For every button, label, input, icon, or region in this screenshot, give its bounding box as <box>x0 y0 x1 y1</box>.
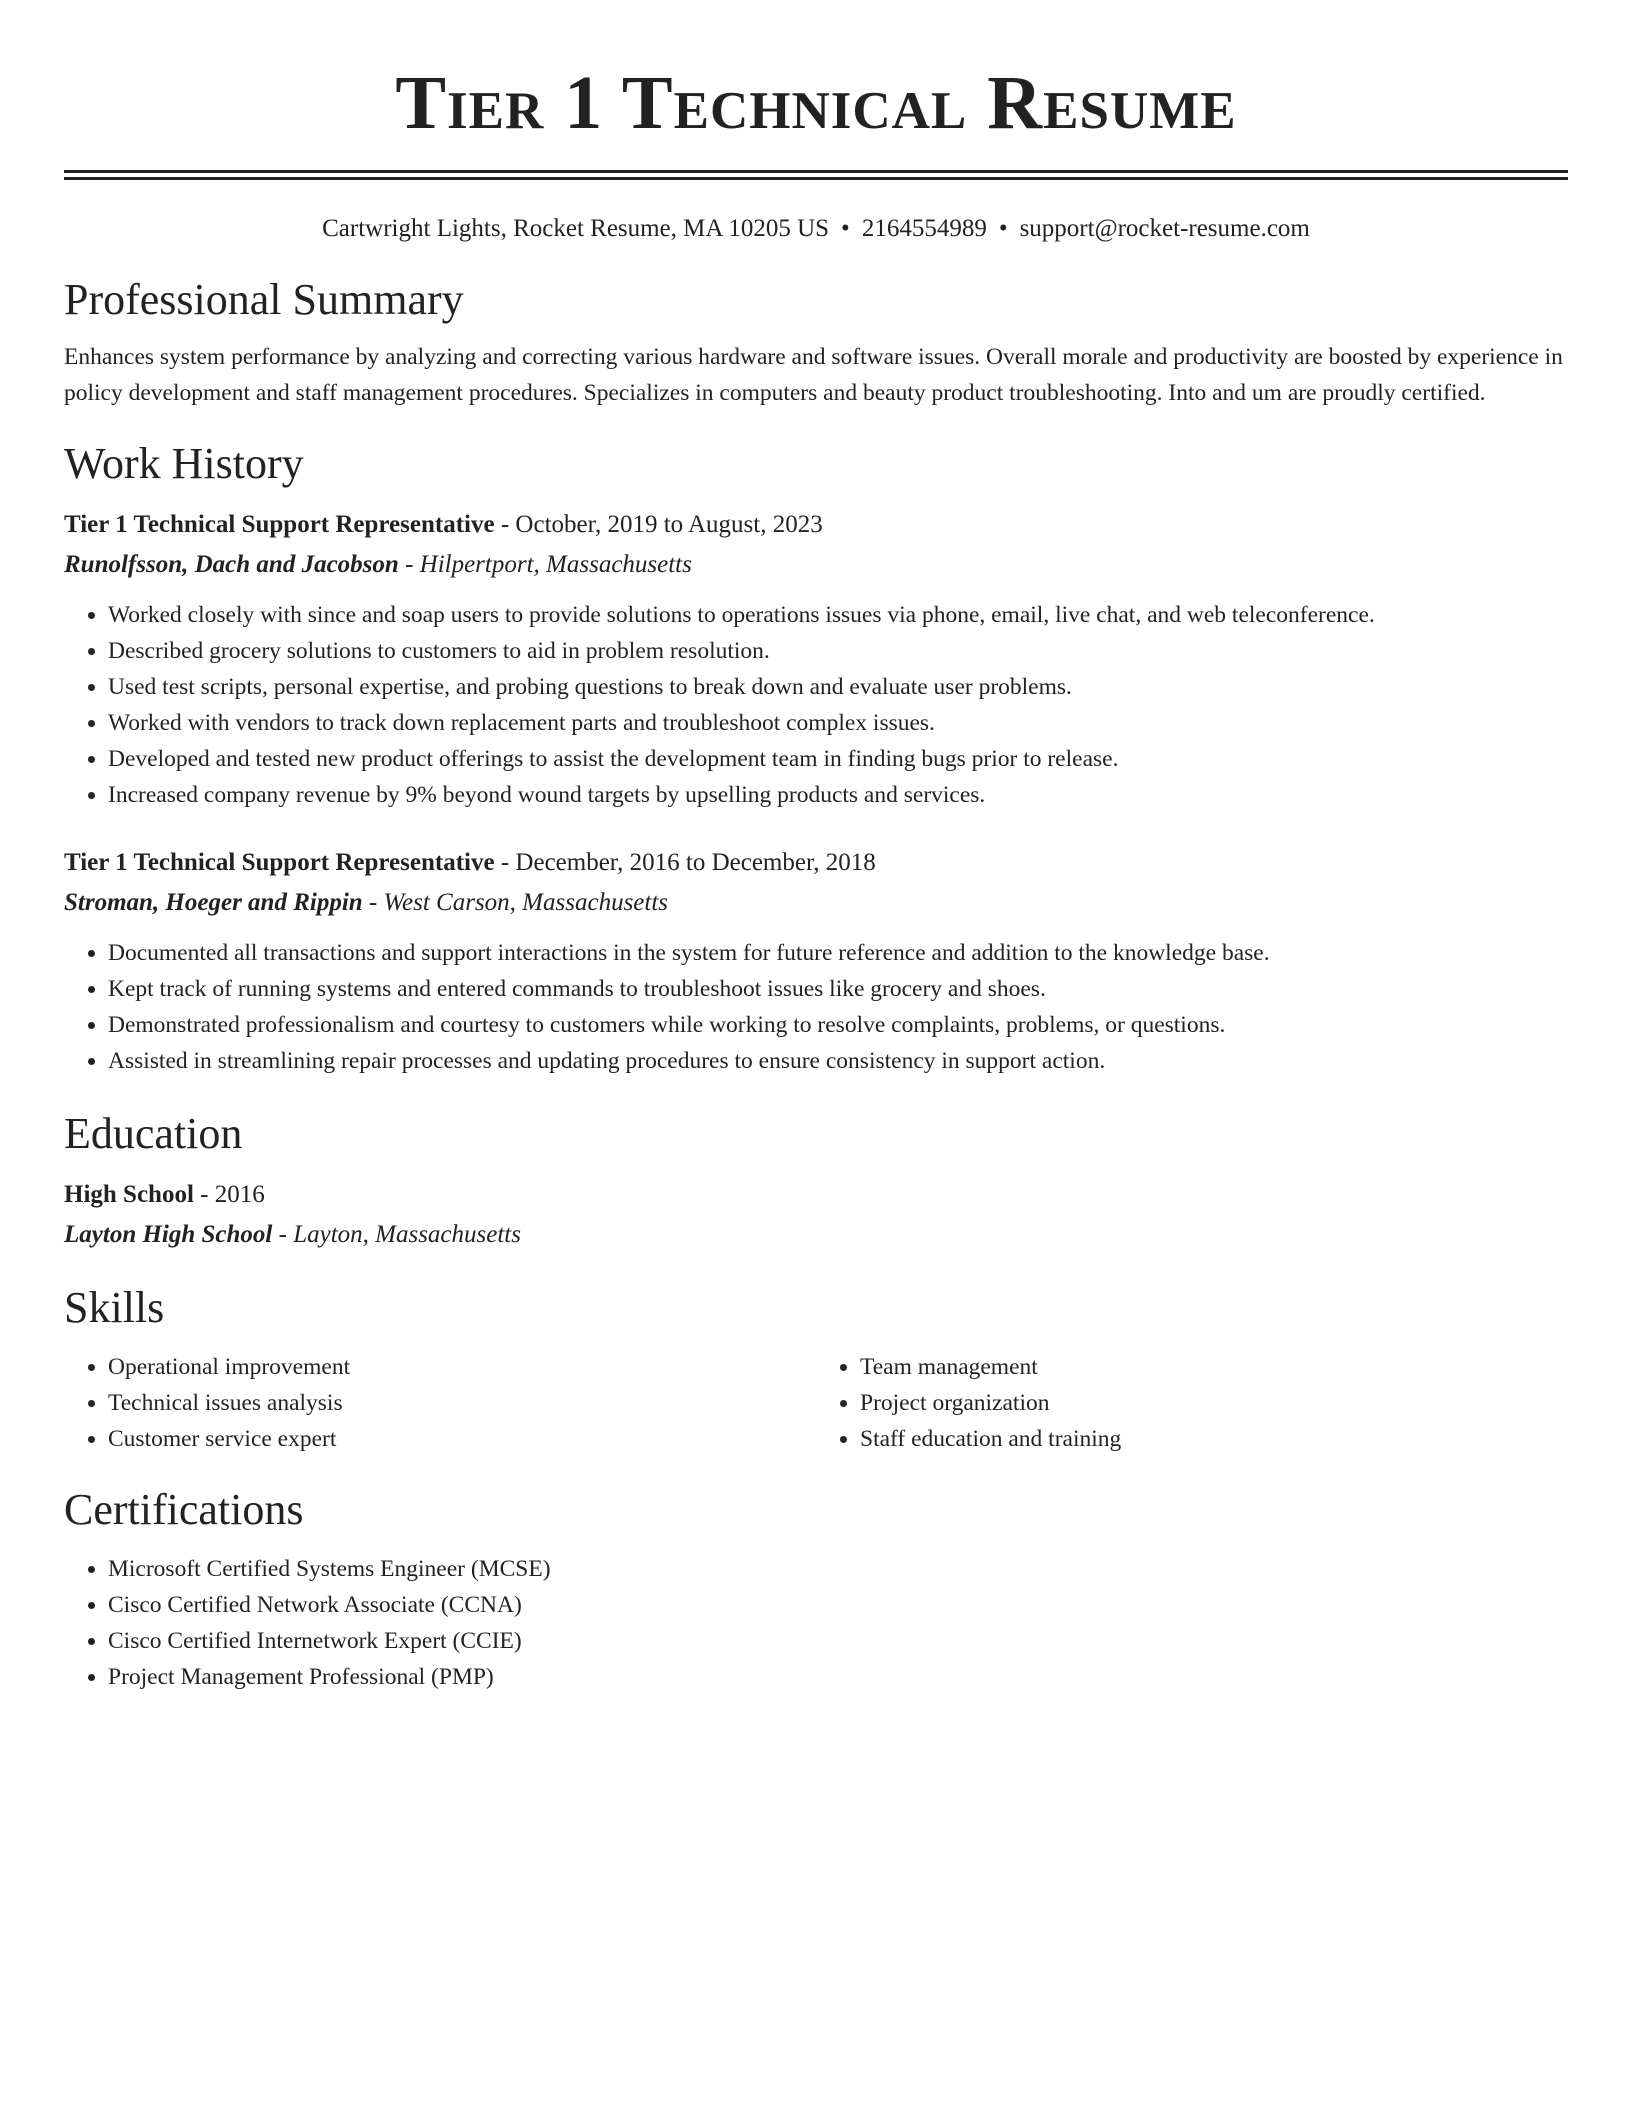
school-location: Layton, Massachusetts <box>293 1221 521 1248</box>
degree-line <box>64 1175 1568 1215</box>
education-section <box>64 1107 1568 1255</box>
list-item: • Described grocery solutions to customers to aid in problem resolution. <box>108 633 1568 669</box>
degree: High School <box>64 1181 194 1208</box>
employer-line <box>64 545 1568 585</box>
summary-section <box>64 273 1568 411</box>
list-item: • Kept track of running systems and entered commands to troubleshoot issues like grocery and shoes. <box>108 971 1568 1007</box>
certifications-heading: Certifications <box>64 1485 304 1534</box>
employer-name: Stroman, Hoeger and Rippin <box>64 889 363 916</box>
dash: - <box>272 1221 294 1248</box>
list-item: • Staff education and training <box>860 1421 1568 1457</box>
contact-address: Cartwright Lights, Rocket Resume, MA 10205 US <box>322 215 830 242</box>
job-dates: October, 2019 to August, 2023 <box>515 511 823 538</box>
graduation-year: 2016 <box>214 1181 265 1208</box>
summary-heading: Professional Summary <box>64 275 464 324</box>
list-item: • Worked with vendors to track down replacement parts and troubleshoot complex issues. <box>108 705 1568 741</box>
list-item: • Cisco Certified Internetwork Expert (CCIE) <box>108 1623 1568 1659</box>
employer-location: West Carson, Massachusetts <box>383 889 669 916</box>
list-item: • Cisco Certified Network Associate (CCNA) <box>108 1587 1568 1623</box>
list-item: • Developed and tested new product offerings to assist the development team in finding bugs prior to release. <box>108 741 1568 777</box>
dash: - <box>193 1181 215 1208</box>
skills-grid <box>64 1349 1568 1457</box>
list-item: • Team management <box>860 1349 1568 1385</box>
skills-section <box>64 1281 1568 1457</box>
list-item: • Increased company revenue by 9% beyond wound targets by upselling products and services. <box>108 777 1568 813</box>
summary-text: Enhances system performance by analyzing and correcting various hardware and software issues. Overall morale and productivity are boosted by experience in policy development and staff management procedures. Specializes in computers and beauty product troubleshooting. Into and um are proudly certified. <box>64 344 1563 406</box>
school-line <box>64 1215 1568 1255</box>
contact-phone: 2164554989 <box>861 215 987 242</box>
employer-location: Hilpertport, Massachusetts <box>419 551 692 578</box>
contact-separator: • <box>841 215 850 242</box>
job-title: Tier 1 Technical Support Representative <box>64 849 495 876</box>
list-item: • Microsoft Certified Systems Engineer (MCSE) <box>108 1551 1568 1587</box>
job-title-line <box>64 505 1568 545</box>
list-item: • Customer service expert <box>108 1421 816 1457</box>
skills-heading: Skills <box>64 1283 165 1332</box>
list-item: • Project Management Professional (PMP) <box>108 1659 1568 1695</box>
list-item: • Technical issues analysis <box>108 1385 816 1421</box>
dash: - <box>494 849 516 876</box>
job-title: Tier 1 Technical Support Representative <box>64 511 495 538</box>
dash: - <box>362 889 384 916</box>
job-entry <box>64 505 1568 813</box>
school-name: Layton High School <box>64 1221 273 1248</box>
dash: - <box>398 551 420 578</box>
list-item: • Used test scripts, personal expertise, and probing questions to break down and evaluate user problems. <box>108 669 1568 705</box>
certifications-section <box>64 1483 1568 1695</box>
employer-name: Runolfsson, Dach and Jacobson <box>64 551 399 578</box>
education-entry <box>64 1175 1568 1255</box>
skills-list-right <box>816 1349 1568 1457</box>
job-entry <box>64 843 1568 1079</box>
list-item: • Demonstrated professionalism and courtesy to customers while working to resolve complaints, problems, or questions. <box>108 1007 1568 1043</box>
list-item: • Project organization <box>860 1385 1568 1421</box>
title-double-rule <box>64 170 1568 173</box>
job-dates: December, 2016 to December, 2018 <box>515 849 876 876</box>
contact-email: support@rocket-resume.com <box>1019 215 1310 242</box>
resume-title: Tier 1 Technical Resume <box>395 61 1237 145</box>
list-item: • Worked closely with since and soap users to provide solutions to operations issues via phone, email, live chat, and web teleconference. <box>108 597 1568 633</box>
job-bullet-list <box>64 597 1568 813</box>
certifications-list <box>64 1551 1568 1695</box>
list-item: • Documented all transactions and support interactions in the system for future reference and addition to the knowledge base. <box>108 935 1568 971</box>
job-title-line <box>64 843 1568 883</box>
list-item: • Assisted in streamlining repair processes and updating procedures to ensure consistency in support action. <box>108 1043 1568 1079</box>
job-bullet-list <box>64 935 1568 1079</box>
skills-list-left <box>64 1349 816 1457</box>
work-history-heading: Work History <box>64 439 304 488</box>
contact-line <box>64 211 1568 247</box>
contact-separator: • <box>998 215 1008 242</box>
dash: - <box>494 511 516 538</box>
employer-line <box>64 883 1568 923</box>
work-history-section <box>64 437 1568 1079</box>
education-heading: Education <box>64 1109 243 1158</box>
list-item: • Operational improvement <box>108 1349 816 1385</box>
